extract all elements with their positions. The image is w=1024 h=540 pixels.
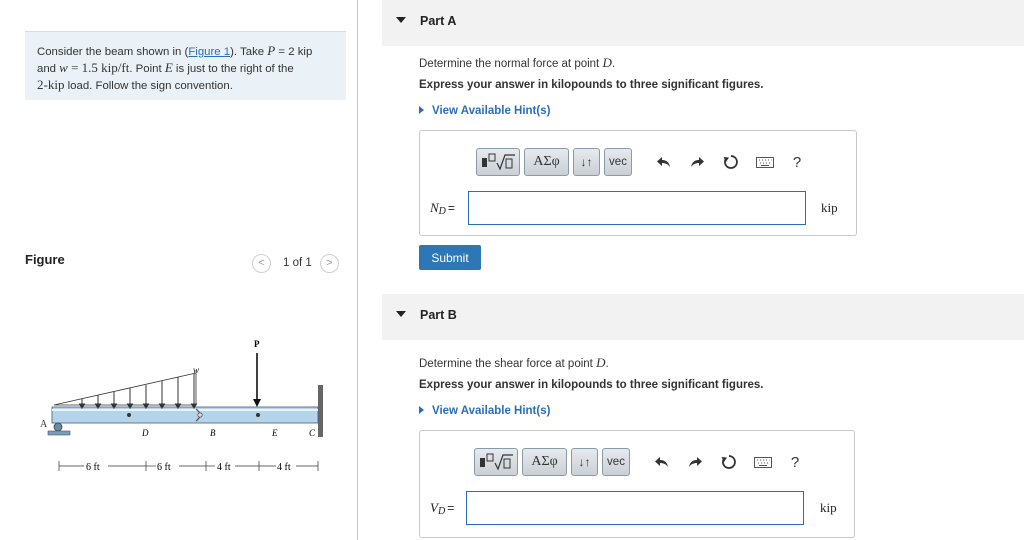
- problem-pane: [0, 0, 358, 540]
- help-icon[interactable]: ?: [792, 153, 802, 171]
- dim-2: 6 ft: [157, 462, 171, 473]
- math-toolbar: [474, 447, 805, 477]
- keyboard-icon[interactable]: [755, 152, 775, 172]
- distributed-load: [54, 373, 196, 405]
- w-value: = 1.5 kip/ft: [67, 60, 130, 75]
- c-label: C: [309, 428, 316, 438]
- wall-support: [318, 385, 323, 437]
- load-value: 2-kip: [37, 77, 65, 92]
- p-label: P: [254, 339, 260, 349]
- part-a-instruction: Express your answer in kilopounds to three significant figures.: [419, 79, 764, 91]
- problem-text: and: [37, 63, 60, 75]
- greek-symbols-button[interactable]: ΑΣφ: [522, 448, 567, 476]
- beam-figure: [36, 335, 336, 485]
- a-label: A: [40, 419, 48, 430]
- pane-divider: [357, 0, 358, 540]
- e-symbol: E: [164, 60, 173, 75]
- w-label: w: [193, 365, 200, 375]
- vd-unit: kip: [820, 500, 837, 515]
- vector-button[interactable]: vec: [604, 148, 632, 176]
- problem-statement: [25, 31, 346, 100]
- figure-title: Figure: [25, 252, 65, 267]
- pager-text: 1 of 1: [283, 257, 312, 269]
- vd-answer-input[interactable]: [466, 491, 804, 525]
- e-label: E: [272, 428, 278, 438]
- nd-unit: kip: [821, 200, 838, 215]
- templates-button[interactable]: [474, 448, 518, 476]
- redo-icon[interactable]: [687, 152, 707, 172]
- d-label: D: [142, 428, 149, 438]
- problem-text: ). Take: [230, 46, 268, 58]
- part-a-answer-box: [419, 130, 857, 236]
- templates-icon: [478, 453, 514, 471]
- greek-symbols-button[interactable]: ΑΣφ: [524, 148, 569, 176]
- pager-next-button[interactable]: >: [320, 254, 339, 273]
- collapse-triangle-icon[interactable]: [396, 311, 406, 317]
- figure-link[interactable]: Figure 1: [188, 46, 231, 58]
- templates-icon: [480, 153, 516, 171]
- expand-triangle-icon: [419, 106, 424, 114]
- problem-text: load. Follow the sign convention.: [64, 80, 233, 92]
- p-symbol: P: [267, 43, 276, 58]
- reset-icon[interactable]: [721, 152, 741, 172]
- part-b-hint-link[interactable]: View Available Hint(s): [419, 405, 550, 417]
- nd-label: $N_D$ =: [430, 200, 455, 217]
- b-label: B: [210, 428, 216, 438]
- redo-icon[interactable]: [685, 452, 705, 472]
- subscript-superscript-button[interactable]: ↓↑: [573, 148, 600, 176]
- subscript-superscript-button[interactable]: ↓↑: [571, 448, 598, 476]
- expand-triangle-icon: [419, 406, 424, 414]
- templates-button[interactable]: [476, 148, 520, 176]
- math-toolbar: [476, 147, 807, 177]
- dim-3: 4 ft: [217, 462, 231, 473]
- part-b-answer-box: [419, 430, 855, 538]
- point-e-marker: [256, 413, 260, 417]
- problem-text: is just to the right of the: [172, 63, 294, 75]
- nd-answer-input[interactable]: [468, 191, 806, 225]
- part-a-header[interactable]: [382, 0, 1024, 46]
- problem-text: Consider the beam shown in (: [37, 46, 189, 58]
- undo-icon[interactable]: [654, 152, 674, 172]
- part-b-question: Determine the shear force at point D.: [419, 355, 609, 370]
- reset-icon[interactable]: [719, 452, 739, 472]
- part-b-header[interactable]: [382, 294, 1024, 340]
- p-value: = 2 kip: [275, 46, 313, 58]
- submit-button[interactable]: Submit: [419, 245, 481, 270]
- load-arrows: [80, 374, 197, 408]
- figure-pager: [252, 253, 339, 273]
- dim-4: 4 ft: [277, 462, 291, 473]
- part-a-question: Determine the normal force at point D.: [419, 55, 616, 70]
- problem-text: . Point: [129, 63, 165, 75]
- help-icon[interactable]: ?: [790, 453, 800, 471]
- vd-label: $V_D$ =: [430, 500, 455, 517]
- part-a-title: Part A: [420, 14, 457, 28]
- part-b-instruction: Express your answer in kilopounds to three significant figures.: [419, 379, 764, 391]
- undo-icon[interactable]: [652, 452, 672, 472]
- part-b-title: Part B: [420, 308, 457, 322]
- pager-prev-button[interactable]: <: [252, 254, 271, 273]
- keyboard-icon[interactable]: [753, 452, 773, 472]
- w-symbol: w: [59, 60, 68, 75]
- part-a-hint-link[interactable]: View Available Hint(s): [419, 105, 550, 117]
- point-d-marker: [127, 413, 131, 417]
- dim-1: 6 ft: [86, 462, 100, 473]
- vector-button[interactable]: vec: [602, 448, 630, 476]
- pin-support: [54, 423, 62, 431]
- collapse-triangle-icon[interactable]: [396, 17, 406, 23]
